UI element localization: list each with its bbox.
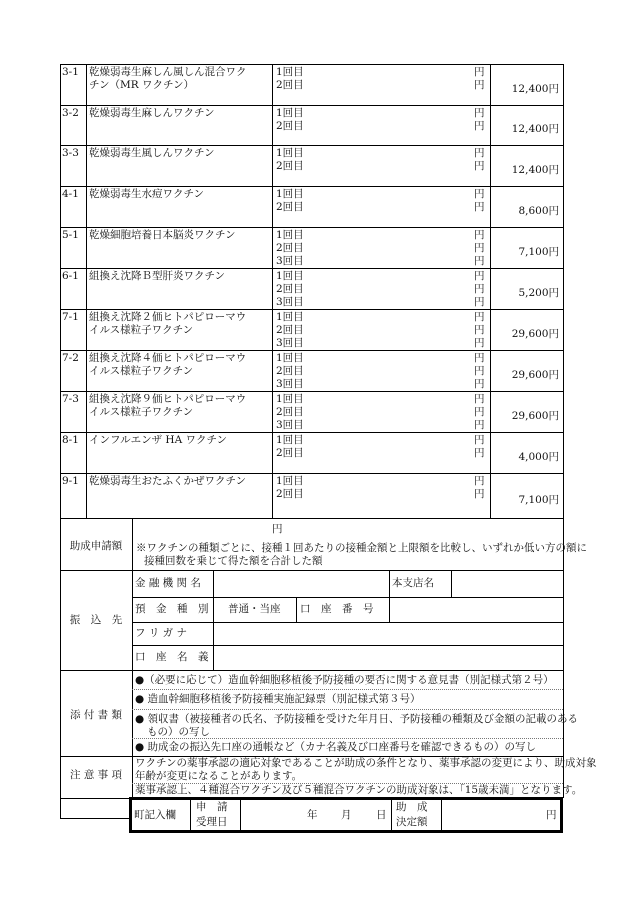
table-left-border	[60, 798, 61, 818]
account-number-divider	[389, 597, 390, 622]
dose-yen-unit: 円	[474, 107, 485, 119]
dose-label: 2回目	[276, 488, 304, 500]
vaccine-number: 9-1	[62, 475, 79, 487]
attachment-divider	[132, 709, 563, 710]
dose-yen-unit: 円	[474, 337, 485, 349]
dose-label: 2回目	[276, 201, 304, 213]
vaccine-max-amount: 5,200円	[518, 287, 559, 299]
dose-yen-unit: 円	[474, 66, 485, 78]
dose-yen-unit: 円	[474, 352, 485, 364]
dose-label: 2回目	[276, 365, 304, 377]
vaccine-number: 6-1	[62, 270, 79, 282]
town-use-label: 町記入欄	[134, 809, 176, 821]
vaccine-name: インフルエンザ HA ワクチン	[89, 434, 227, 446]
subsidy-yen-unit: 円	[272, 523, 283, 535]
received-date-label: 申 請	[196, 801, 228, 813]
dose-yen-unit: 円	[474, 311, 485, 323]
dose-label: 1回目	[276, 107, 304, 119]
dose-label: 1回目	[276, 66, 304, 78]
note-line: 年齢が変更になることがあります。	[135, 770, 303, 782]
dose-label: 1回目	[276, 434, 304, 446]
row-divider	[60, 391, 563, 392]
dose-label: 1回目	[276, 475, 304, 487]
vaccine-number: 7-1	[62, 311, 79, 323]
account-type-label: 預 金 種 別	[135, 603, 209, 615]
dose-yen-unit: 円	[474, 270, 485, 282]
dose-yen-unit: 円	[474, 365, 485, 377]
vaccine-name: 乾燥弱毒生麻しん風しん混合ワク	[89, 66, 247, 78]
table-bottom-border	[60, 818, 130, 819]
dose-yen-unit: 円	[474, 393, 485, 405]
note-line: ワクチンの薬事承認の適応対象であることが助成の条件となり、薬事承認の変更により、助成対象	[135, 757, 597, 769]
attachments-label: 添 付 書 類	[69, 709, 122, 721]
table-divider	[60, 518, 563, 519]
table-left-border	[60, 64, 61, 818]
vaccine-number: 3-3	[62, 147, 79, 159]
vaccine-max-amount: 7,100円	[518, 246, 559, 258]
dose-yen-unit: 円	[474, 283, 485, 295]
row-divider	[60, 105, 563, 106]
dose-label: 3回目	[276, 419, 304, 431]
vaccine-number: 7-2	[62, 352, 79, 364]
vaccine-number: 8-1	[62, 434, 79, 446]
dose-label: 3回目	[276, 255, 304, 267]
dose-label: 1回目	[276, 393, 304, 405]
dose-label: 2回目	[276, 120, 304, 132]
vaccine-name: イルス様粒子ワクチン	[89, 324, 194, 336]
decided-yen-unit: 円	[546, 809, 557, 821]
vaccine-max-amount: 29,600円	[511, 369, 559, 381]
attachment-item: ● 助成金の振込先口座の通帳など（カナ名義及び口座番号を確認できるもの）の写し	[135, 741, 536, 753]
dose-label: 2回目	[276, 79, 304, 91]
transfer-row-divider	[132, 645, 563, 646]
dose-yen-unit: 円	[474, 242, 485, 254]
section-divider	[60, 670, 563, 671]
row-divider	[60, 350, 563, 351]
decided-amount-label: 助 成	[396, 801, 428, 813]
attachment-divider	[132, 689, 563, 690]
vaccine-max-amount: 29,600円	[511, 410, 559, 422]
row-divider	[60, 268, 563, 269]
vaccine-name: 組換え沈降Ｂ型肝炎ワクチン	[89, 270, 225, 282]
dose-yen-unit: 円	[474, 447, 485, 459]
attachment-item: ● 造血幹細胞移植後予防接種実施記録票（別記様式第３号）	[135, 693, 421, 705]
account-type-value: 普通・当座	[228, 603, 281, 615]
col-divider-dose	[272, 64, 273, 518]
dose-yen-unit: 円	[474, 120, 485, 132]
dose-yen-unit: 円	[474, 488, 485, 500]
vaccine-name: 乾燥細胞培養日本脳炎ワクチン	[89, 229, 236, 241]
vaccine-max-amount: 12,400円	[511, 164, 559, 176]
section-divider	[60, 570, 563, 571]
vaccine-name: 乾燥弱毒生麻しんワクチン	[89, 107, 215, 119]
dose-yen-unit: 円	[474, 79, 485, 91]
col-divider-amount	[490, 64, 491, 518]
dose-label: 3回目	[276, 378, 304, 390]
row-divider	[60, 186, 563, 187]
vaccine-max-amount: 29,600円	[511, 328, 559, 340]
row-divider	[60, 473, 563, 474]
dose-label: 2回目	[276, 242, 304, 254]
table-top-border	[60, 64, 563, 65]
vaccine-max-amount: 12,400円	[511, 83, 559, 95]
dose-label: 1回目	[276, 270, 304, 282]
transfer-row-divider	[132, 622, 563, 623]
vaccine-number: 7-3	[62, 393, 79, 405]
bank-name-label: 金 融 機 関 名	[135, 577, 201, 589]
dose-yen-unit: 円	[474, 324, 485, 336]
vaccine-name: イルス様粒子ワクチン	[89, 365, 194, 377]
day-unit: 日	[376, 809, 387, 821]
dose-label: 2回目	[276, 324, 304, 336]
dose-yen-unit: 円	[474, 475, 485, 487]
row-divider	[60, 227, 563, 228]
vaccine-name: 組換え沈降４価ヒトパピローマウ	[89, 352, 247, 364]
furigana-label: フ リ ガ ナ	[135, 627, 188, 639]
transfer-label: 振 込 先	[69, 614, 123, 626]
table-right-border	[563, 64, 564, 798]
dose-label: 2回目	[276, 406, 304, 418]
dose-yen-unit: 円	[474, 229, 485, 241]
town-divider-4	[441, 799, 442, 831]
vaccine-name: イルス様粒子ワクチン	[89, 406, 194, 418]
subsidy-note: ※ワクチンの種類ごとに、接種１回あたりの接種金額と上限額を比較し、いずれか低い方の額に	[136, 542, 587, 554]
vaccine-number: 3-2	[62, 107, 79, 119]
subsidy-label: 助成申請額	[69, 540, 123, 552]
dose-label: 2回目	[276, 447, 304, 459]
branch-label: 本支店名	[392, 577, 434, 589]
town-divider-3	[391, 799, 392, 831]
vaccine-name: チン（MR ワクチン）	[89, 79, 194, 91]
vaccine-max-amount: 12,400円	[511, 123, 559, 135]
vaccine-number: 3-1	[62, 66, 79, 78]
dose-yen-unit: 円	[474, 406, 485, 418]
dose-yen-unit: 円	[474, 296, 485, 308]
vaccine-name: 乾燥弱毒生おたふくかぜワクチン	[89, 475, 246, 487]
dose-yen-unit: 円	[474, 419, 485, 431]
row-divider	[60, 309, 563, 310]
vaccine-max-amount: 4,000円	[518, 451, 559, 463]
vaccine-number: 5-1	[62, 229, 79, 241]
dose-yen-unit: 円	[474, 434, 485, 446]
col-divider-no	[86, 64, 87, 518]
dose-label: 1回目	[276, 311, 304, 323]
vaccine-max-amount: 8,600円	[518, 205, 559, 217]
transfer-label-divider	[213, 570, 214, 670]
vaccine-name: 組換え沈降２価ヒトパピローマウ	[89, 311, 247, 323]
town-divider-2	[240, 799, 241, 831]
dose-yen-unit: 円	[474, 147, 485, 159]
vaccine-number: 4-1	[62, 188, 79, 200]
dose-label: 2回目	[276, 283, 304, 295]
dose-label: 1回目	[276, 229, 304, 241]
note-divider	[132, 783, 563, 784]
row-divider	[60, 432, 563, 433]
dose-yen-unit: 円	[474, 378, 485, 390]
dose-label: 1回目	[276, 352, 304, 364]
vaccine-name: 組換え沈降９価ヒトパピローマウ	[89, 393, 247, 405]
notes-label: 注 意 事 項	[69, 769, 122, 781]
dose-label: 1回目	[276, 188, 304, 200]
dose-label: 2回目	[276, 160, 304, 172]
note-line: 薬事承認上、４種混合ワクチン及び５種混合ワクチンの助成対象は、「15歳未満」となります。	[135, 784, 583, 796]
dose-label: 1回目	[276, 147, 304, 159]
decided-amount-label: 決定額	[396, 816, 428, 828]
vaccine-name: 乾燥弱毒生風しんワクチン	[89, 147, 215, 159]
vaccine-max-amount: 7,100円	[518, 494, 559, 506]
dose-yen-unit: 円	[474, 255, 485, 267]
year-unit: 年	[307, 809, 318, 821]
month-unit: 月	[341, 809, 352, 821]
branch-divider-left	[389, 570, 390, 597]
transfer-row-divider	[132, 597, 563, 598]
received-date-label: 受理日	[196, 816, 228, 828]
attachment-item: もの）の写し	[147, 726, 210, 738]
account-number-label: 口 座 番 号	[300, 603, 374, 615]
dose-label: 3回目	[276, 296, 304, 308]
account-holder-label: 口 座 名 義	[135, 651, 209, 663]
dose-yen-unit: 円	[474, 201, 485, 213]
account-type-divider	[296, 597, 297, 622]
branch-divider-right	[451, 570, 452, 597]
subsidy-note: 接種回数を乗じて得た額を合計した額	[144, 555, 323, 567]
row-divider	[60, 145, 563, 146]
dose-yen-unit: 円	[474, 160, 485, 172]
attachment-item: ●（必要に応じて）造血幹細胞移植後予防接種の要否に関する意見書（別記様式第２号）	[135, 674, 554, 686]
town-divider-1	[190, 799, 191, 831]
attachment-item: ● 領収書（被接種者の氏名、予防接種を受けた年月日、予防接種の種類及び金額の記載のある	[135, 713, 578, 725]
vaccine-name: 乾燥弱毒生水痘ワクチン	[89, 188, 204, 200]
dose-yen-unit: 円	[474, 188, 485, 200]
dose-label: 3回目	[276, 337, 304, 349]
